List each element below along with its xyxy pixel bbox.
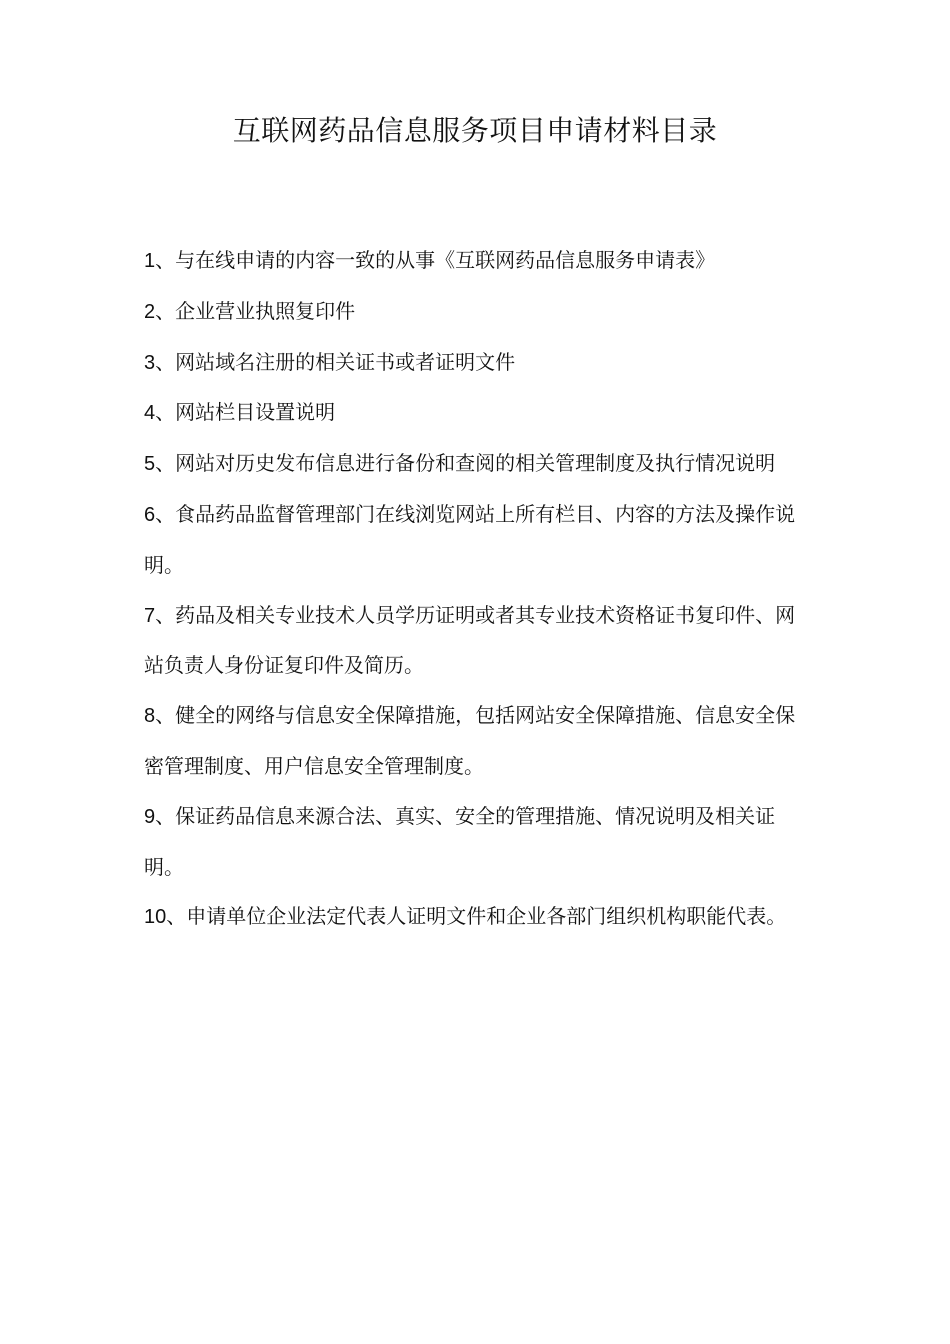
item-number: 8 (144, 705, 156, 728)
item-text: 、网站对历史发布信息进行备份和查阅的相关管理制度及执行情况说明 (155, 451, 776, 476)
item-number: 4 (144, 402, 156, 425)
item-number: 2 (144, 300, 156, 323)
list-item (144, 792, 808, 893)
item-number: 7 (144, 604, 156, 627)
list-item (144, 439, 808, 490)
item-number: 1 (144, 250, 156, 272)
item-text: 、网站栏目设置说明 (155, 400, 336, 425)
list-item (144, 490, 808, 591)
list-item (144, 892, 808, 943)
list-item (144, 236, 808, 287)
list-item (144, 388, 808, 439)
item-number: 10 (144, 906, 167, 929)
list-item (144, 691, 808, 792)
materials-list (144, 236, 808, 943)
list-item (144, 287, 808, 338)
list-item (144, 338, 808, 389)
item-text: 、网站域名注册的相关证书或者证明文件 (155, 349, 516, 374)
item-text: 、与在线申请的内容一致的从事《互联网药品信息服务申请表》 (155, 248, 716, 272)
item-text: 、保证药品信息来源合法、真实、安全的管理措施、情况说明及相关证明。 (144, 803, 776, 879)
item-text: 、健全的网络与信息安全保障措施，包括网站安全保障措施、信息安全保密管理制度、用户信息安全管理制度。 (144, 703, 796, 778)
item-number: 9 (144, 805, 156, 828)
item-text: 、食品药品监督管理部门在线浏览网站上所有栏目、内容的方法及操作说明。 (144, 501, 796, 577)
item-number: 3 (144, 351, 156, 374)
item-number: 6 (144, 503, 156, 526)
item-text: 、药品及相关专业技术人员学历证明或者其专业技术资格证书复印件、网站负责人身份证复印件及简历。 (144, 602, 796, 678)
item-number: 5 (144, 453, 156, 476)
document-title: 互联网药品信息服务项目申请材料目录 (232, 114, 718, 147)
list-item (144, 591, 808, 692)
item-text: 、企业营业执照复印件 (155, 298, 356, 323)
item-text: 、申请单位企业法定代表人证明文件和企业各部门组织机构职能代表。 (166, 904, 787, 929)
